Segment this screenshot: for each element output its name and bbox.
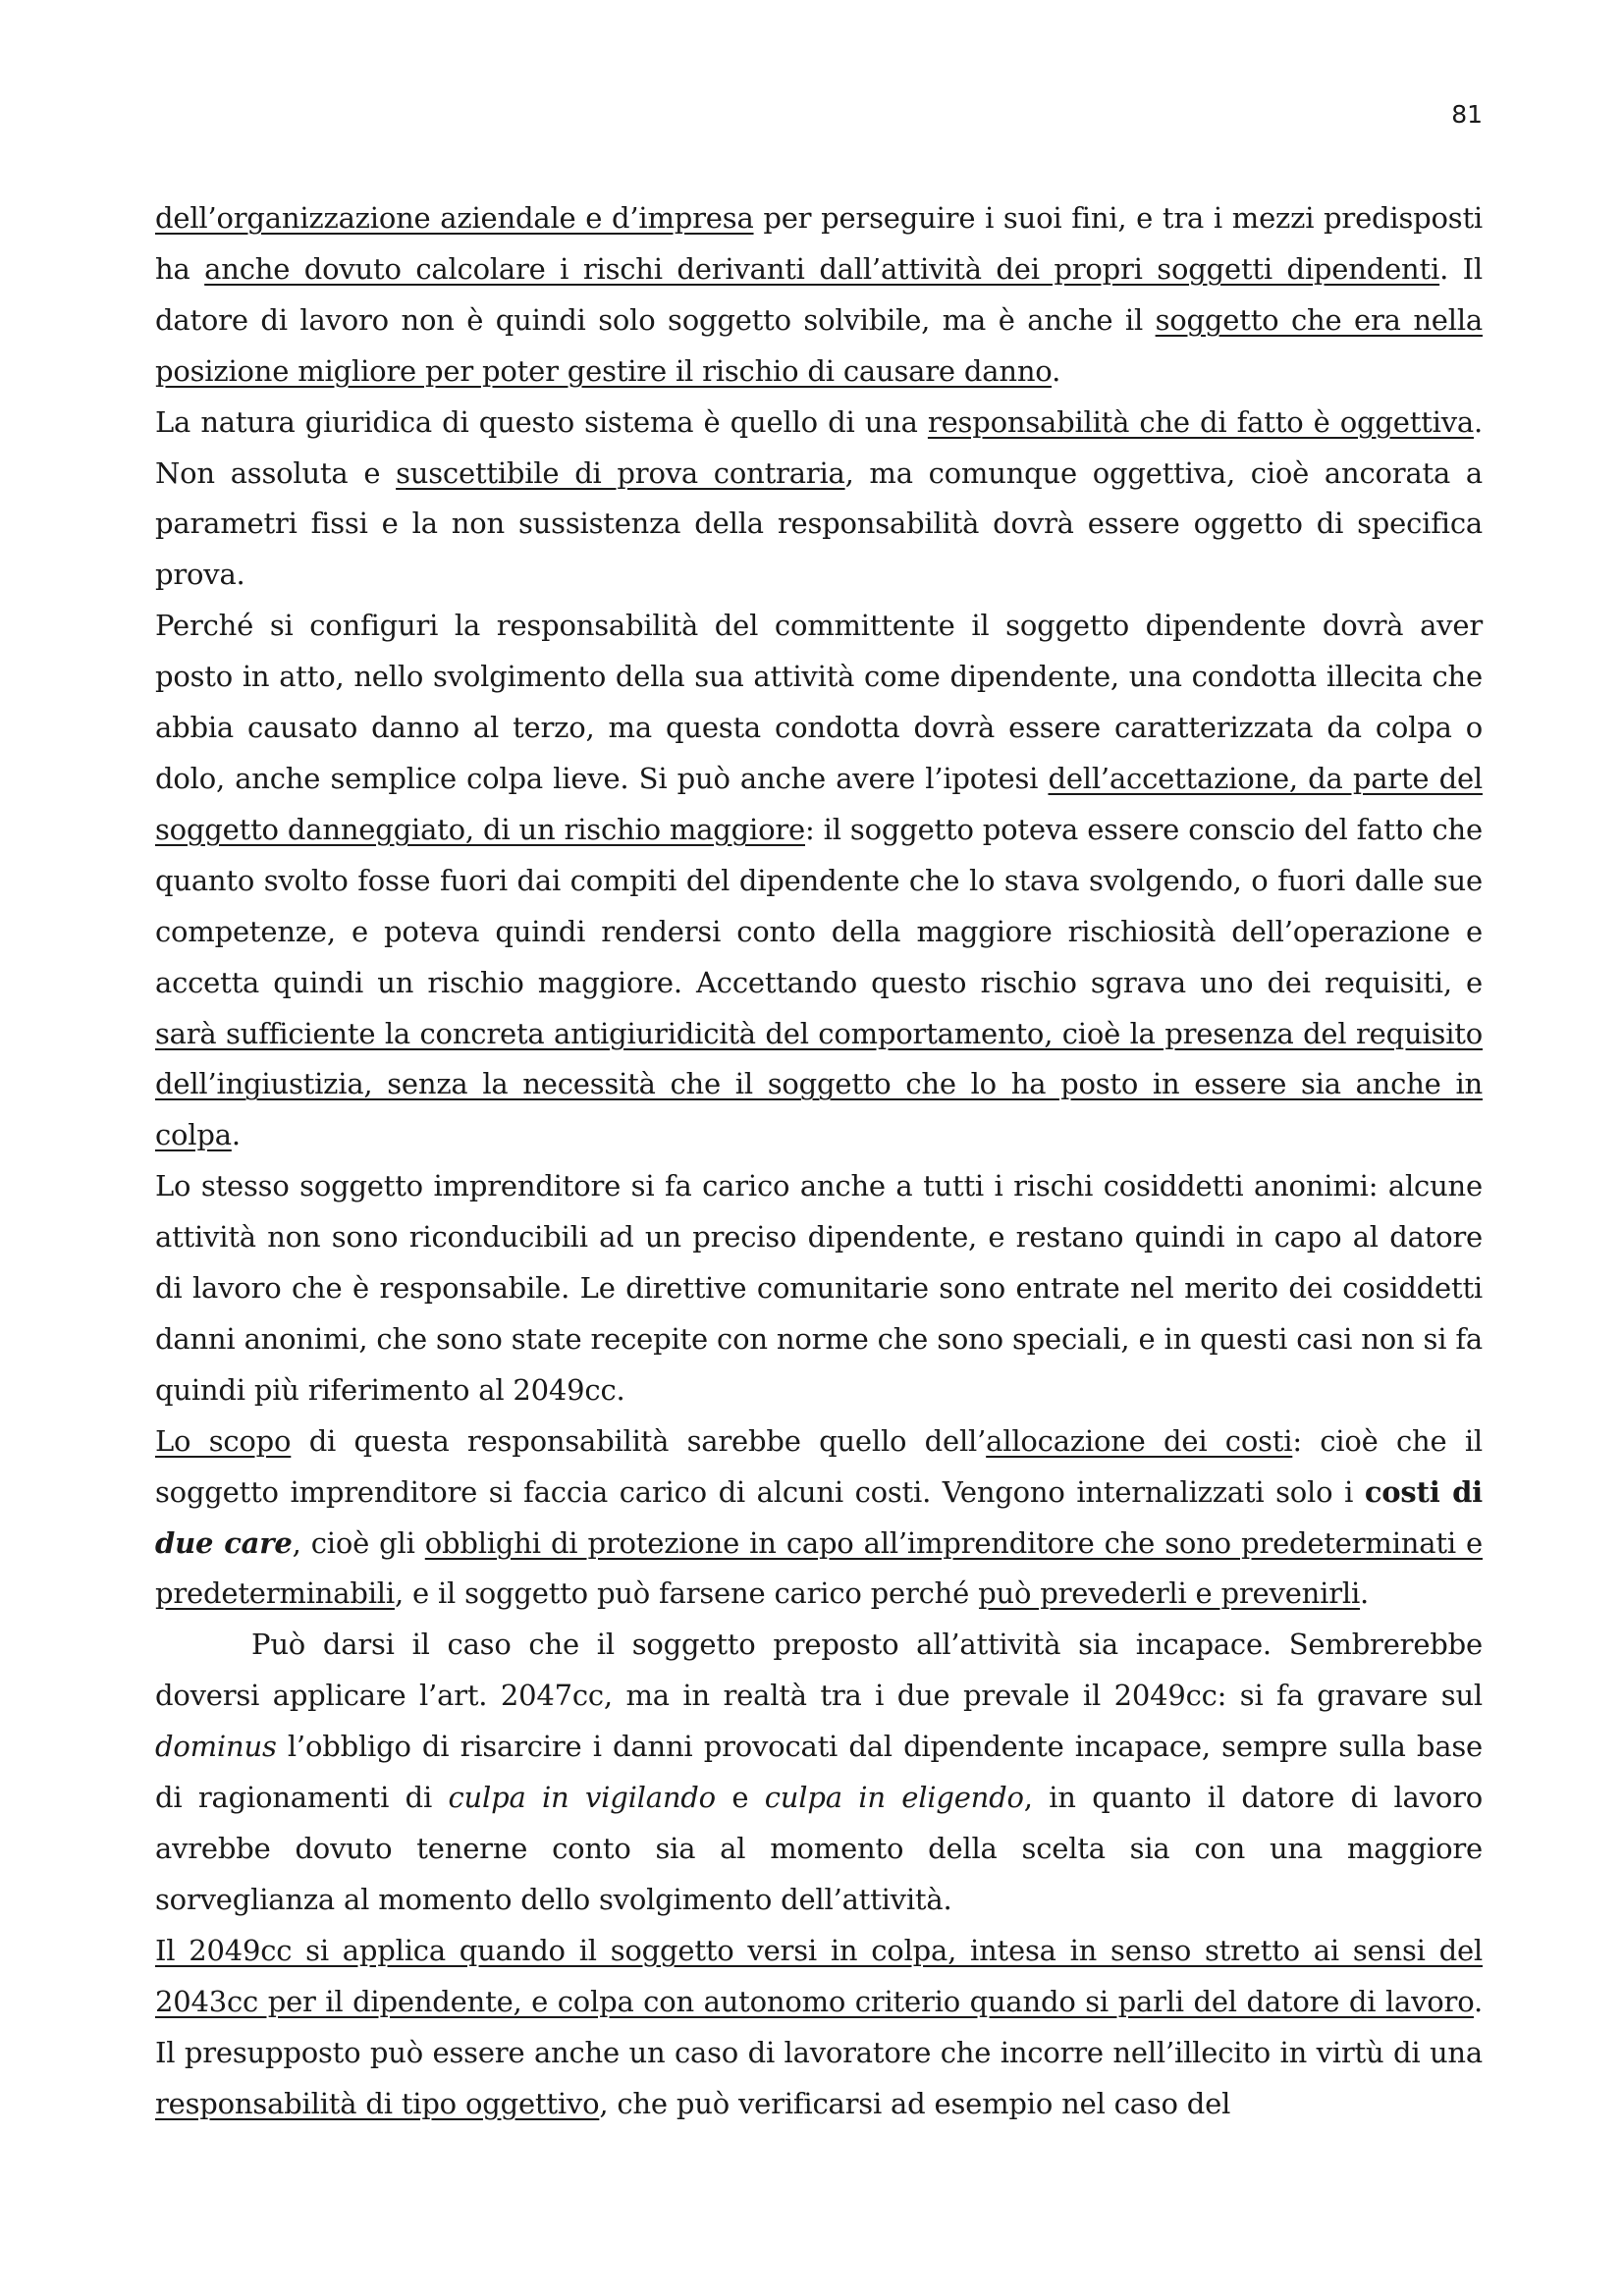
text-run: per perseguire i suoi fini, e tra i mezzi predisposti ha xyxy=(155,201,1484,286)
underlined-text: dell’accettazione, da parte del soggetto danneggiato, di un rischio maggiore xyxy=(155,761,1483,846)
text-run: . Il datore di lavoro non è quindi solo soggetto solvibile, ma è anche il xyxy=(155,251,1483,337)
text-run: e xyxy=(715,1781,765,1815)
paragraph xyxy=(155,601,1483,1161)
italic-text: culpa in vigilando xyxy=(448,1781,716,1815)
text-run: . Non assoluta e xyxy=(155,404,1483,490)
text-run: di questa responsabilità sarebbe quello dell’ xyxy=(291,1423,987,1458)
paragraph xyxy=(155,398,1483,602)
underlined-text: Il 2049cc si applica quando il soggetto versi in colpa, intesa in senso stretto ai sensi del 2043cc per il dipendente, e colpa con autonomo criterio quando si parli del datore di lavoro xyxy=(155,1933,1483,2018)
text-run: . xyxy=(1360,1576,1370,1611)
underlined-text: può prevederli e prevenirli xyxy=(978,1576,1361,1611)
page-number: 81 xyxy=(1451,100,1483,129)
text-run: La natura giuridica di questo sistema è quello di una xyxy=(155,404,928,439)
text-run: , che può verificarsi ad esempio nel caso del xyxy=(599,2086,1231,2120)
paragraph xyxy=(155,1620,1483,1925)
underlined-text: suscettibile di prova contraria xyxy=(396,455,845,490)
underlined-text: soggetto che era nella posizione migliore per poter gestire il rischio di causare danno xyxy=(155,302,1483,388)
text-run: l’obbligo di risarcire i danni provocati dal dipendente incapace, sempre sulla base di ragionamenti di xyxy=(155,1730,1483,1815)
text-run: : il soggetto poteva essere conscio del fatto che quanto svolto fosse fuori dai compiti del dipendente che lo stava svolgendo, o fuori dalle sue competenze, e poteva quindi rendersi conto della maggiore rischiosità dell’operazione e accetta quindi un rischio maggiore. Accettando questo rischio sgrava uno dei requisiti, e xyxy=(155,812,1483,999)
text-run: Può darsi il caso che il soggetto preposto all’attività sia incapace. Sembrerebbe doversi applicare l’art. 2047cc, ma in realtà tra i due prevale il 2049cc: si fa gravare sul xyxy=(155,1628,1483,1713)
text-run: : cioè che il soggetto imprenditore si faccia carico di alcuni costi. Vengono internalizzati solo i xyxy=(155,1423,1483,1509)
italic-text: culpa in eligendo xyxy=(764,1781,1024,1815)
text-run: Lo stesso soggetto imprenditore si fa carico anche a tutti i rischi cosiddetti anonimi: alcune attività non sono riconducibili ad un preciso dipendente, e restano quindi in capo al datore di lavoro che è responsabile. Le direttive comunitarie sono entrate nel merito dei cosiddetti danni anonimi, che sono state recepite con norme che sono speciali, e in questi casi non si fa quindi più riferimento al 2049cc. xyxy=(155,1169,1483,1407)
text-run: , ma comunque oggettiva, cioè ancorata a parametri fissi e la non sussistenza della responsabilità dovrà essere oggetto di specifica prova. xyxy=(155,455,1483,592)
text-run: . xyxy=(231,1118,241,1152)
text-run: Perché si configuri la responsabilità del committente il soggetto dipendente dovrà aver posto in atto, nello svolgimento della sua attività come dipendente, una condotta illecita che abbia causato danno al terzo, ma questa condotta dovrà essere caratterizzata da colpa o dolo, anche semplice colpa lieve. Si può anche avere l’ipotesi xyxy=(155,609,1483,795)
underlined-text: allocazione dei costi xyxy=(986,1423,1293,1458)
body-text xyxy=(155,193,1483,2129)
underlined-text: Lo scopo xyxy=(155,1423,292,1458)
paragraph xyxy=(155,1161,1483,1416)
italic-text: dominus xyxy=(155,1730,277,1764)
underlined-text: dell’organizzazione aziendale e d’impresa xyxy=(155,201,754,235)
text-run: , in quanto il datore di lavoro avrebbe dovuto tenerne conto sia al momento della scelta sia con una maggiore sorveglianza al momento dello svolgimento dell’attività. xyxy=(155,1781,1483,1916)
underlined-text: obblighi di protezione in capo all’imprenditore che sono predeterminati e predeterminabili xyxy=(155,1525,1483,1611)
paragraph xyxy=(155,1416,1483,1621)
paragraph xyxy=(155,1926,1483,2130)
text-run: , cioè gli xyxy=(292,1525,425,1560)
paragraph xyxy=(155,193,1483,398)
bold-text: costi di xyxy=(1364,1474,1483,1509)
underlined-text: responsabilità che di fatto è oggettiva xyxy=(927,404,1474,439)
text-run: . Il presupposto può essere anche un caso di lavoratore che incorre nell’illecito in virtù di una xyxy=(155,1984,1483,2069)
text-run: . xyxy=(1052,353,1061,388)
italic-text: due care xyxy=(155,1525,293,1560)
underlined-text: responsabilità di tipo oggettivo xyxy=(155,2086,600,2120)
underlined-text: sarà sufficiente la concreta antigiuridicità del comportamento, cioè la presenza del requisito dell’ingiustizia, senza la necessità che il soggetto che lo ha posto in essere sia anche in colpa xyxy=(155,1016,1483,1152)
underlined-text: anche dovuto calcolare i rischi derivanti dall’attività dei propri soggetti dipendenti xyxy=(204,251,1440,286)
text-run: , e il soggetto può farsene carico perché xyxy=(394,1576,979,1611)
